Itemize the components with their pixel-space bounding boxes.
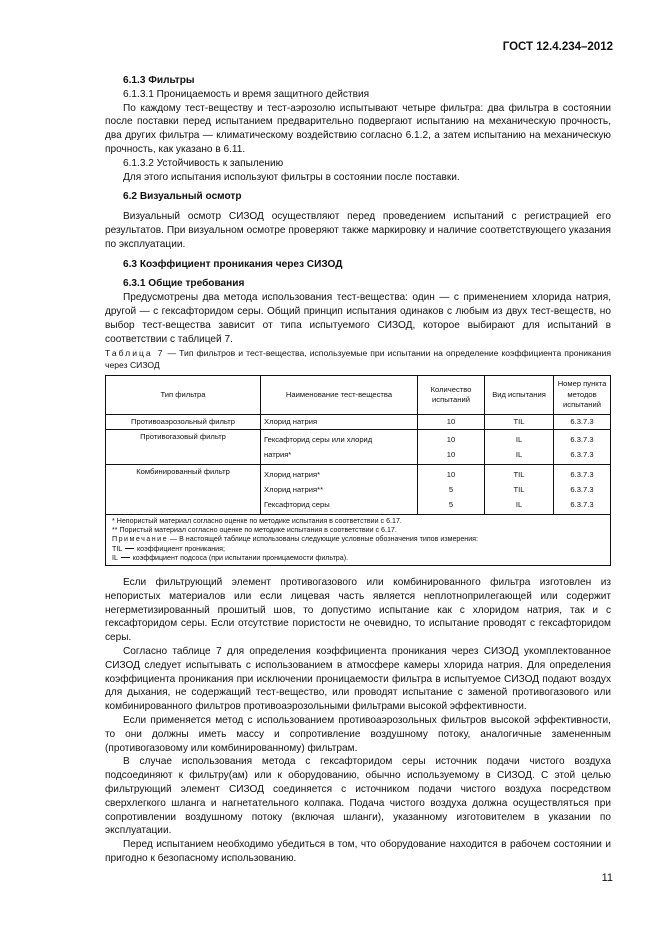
- substance-line: натрия*: [264, 449, 292, 459]
- note-til-text: коэффициент проникания;: [134, 544, 225, 553]
- substance-line: Гексафторид серы: [264, 499, 330, 509]
- count-line: 10: [446, 469, 456, 479]
- header-test-count: Количество испытаний: [418, 375, 485, 414]
- method-line: 6.3.7.3: [570, 484, 594, 494]
- table-row: [106, 464, 611, 514]
- filter-type-cell: Противоаэрозольный фильтр: [106, 414, 261, 429]
- table-caption-text: — Тип фильтров и тест-вещества, используемые при испытании на определение коэффициента проникания через СИЗОД: [105, 348, 611, 370]
- section-6-1-3-1-text: По каждому тест-веществу и тест-аэрозолю испытывают четыре фильтра: два фильтра в состоянии после поставки перед испытанием предварительно подвергают испытанию на механическую прочность, два других фильтра — климатическому воздействию согласно 6.1.2, а затем испытанию на механическую прочность, как указано в 6.11.: [105, 102, 611, 155]
- kind-line: IL: [515, 449, 523, 459]
- dash-icon: [121, 557, 130, 558]
- note-legend: [112, 535, 604, 544]
- note-il-code: IL: [112, 553, 118, 562]
- paragraph-high-efficiency: Если применяется метод с использованием противоаэрозольных фильтров высокой эффективности, то они должны иметь массу и сопротивление воздушному потоку, аналогичные замененным (противогазовому или комбинированному) фильтрам.: [105, 714, 611, 754]
- note-porous: ** Пористый материал согласно оценке по методике испытания в соответствии с 6.17.: [112, 526, 397, 535]
- section-6-1-3-2-text: Для этого испытания используют фильтры в состоянии после поставки.: [123, 171, 460, 183]
- note-il: [112, 554, 604, 563]
- page-body: [105, 74, 611, 866]
- method-line: 6.3.7.3: [570, 469, 594, 479]
- table-header-row: [106, 375, 611, 414]
- note-til: [112, 545, 604, 554]
- section-6-2-text: Визуальный осмотр СИЗОД осуществляют перед проведением испытаний с регистрацией его результатов. При визуальном осмотре проверяют также маркировку и наличие соответствующего указания по эксплуатации.: [105, 211, 611, 250]
- count-cell: 10: [418, 414, 485, 429]
- table-caption: [105, 348, 611, 370]
- count-line: 5: [448, 484, 454, 494]
- filter-type-cell: Комбинированный фильтр: [106, 464, 261, 514]
- paragraph-porosity: Если фильтрующий элемент противогазового или комбинированного фильтра изготовлен из непористых материалов или если лицевая часть является неплотноприлегающей или содержит негерметизированный прошитый шов, то допустимо испытание как с хлоридом натрия, так и с гексафторидом серы. Если отсутствие пористости не очевидно, то испытание проводят с гексафторидом серы.: [105, 576, 611, 644]
- note-label: Примечание: [112, 535, 169, 544]
- substance-line: Гексафторид серы или хлорид: [264, 434, 373, 444]
- method-cell: 6.3.7.3: [554, 414, 611, 429]
- note-til-code: TIL: [112, 544, 122, 553]
- header-test-substance: Наименование тест-вещества: [261, 375, 418, 414]
- table-caption-label: Таблица 7: [105, 348, 165, 359]
- method-line: 6.3.7.3: [570, 499, 594, 509]
- substance-cell: [261, 464, 418, 514]
- note-il-text: коэффициент подсоса (при испытании проницаемости фильтра).: [130, 553, 349, 562]
- substance-cell: Хлорид натрия: [261, 414, 418, 429]
- count-cell: [418, 464, 485, 514]
- filter-type-cell: Противогазовый фильтр: [106, 429, 261, 464]
- header-method-number: Номер пункта методов испытаний: [554, 375, 611, 414]
- kind-line: TIL: [513, 484, 525, 494]
- kind-cell: [485, 429, 554, 464]
- kind-cell: TIL: [485, 414, 554, 429]
- paragraph-sulfur-hexafluoride: В случае использования метода с гексафторидом серы источник подачи чистого воздуха подсоединяют к фильтру(ам) или к оборудованию, обычно используемому в СИЗОД. С этой целью фильтрующий элемент СИЗОД соединяется с источником подачи чистого воздуха посредством сверхлегкого шланга и нагнетательного колпака. Подача чистого воздуха должна осуществляться при сопротивлении воздушному потоку (включая шланги), указанному изготовителем в указании по эксплуатации.: [105, 756, 611, 837]
- count-cell: [418, 429, 485, 464]
- method-line: 6.3.7.3: [570, 449, 594, 459]
- document-header: ГОСТ 12.4.234–2012: [502, 41, 613, 53]
- section-6-2-title: 6.2 Визуальный осмотр: [123, 191, 242, 203]
- table-notes-row: [106, 514, 611, 565]
- kind-line: TIL: [513, 469, 525, 479]
- section-6-1-3-2-title: 6.1.3.2 Устойчивость к запылению: [123, 157, 284, 169]
- table-notes: [106, 514, 611, 565]
- paragraph-table-7-method: Согласно таблице 7 для определения коэффициента проникания через СИЗОД укомплектованное СИЗОД следует испытывать с использованием в атмосфере камеры хлорида натрия. Для определения коэффициента проникания при исключении проницаемости фильтра в испытуемое СИЗОД подают воздух для дыхания, не содержащий тест-вещество, или проводят испытание с заменой противогазового или комбинированного фильтров противоаэрозольными фильтрами высокой эффективности.: [105, 645, 611, 713]
- section-6-1-3-1-title: 6.1.3.1 Проницаемость и время защитного действия: [123, 88, 370, 100]
- paragraph-equipment-check: Перед испытанием необходимо убедиться в том, что оборудование находится в рабочем состоянии и пригодно к безопасному использованию.: [105, 839, 611, 864]
- method-line: 6.3.7.3: [570, 434, 594, 444]
- substance-cell: [261, 429, 418, 464]
- substance-line: Хлорид натрия*: [264, 469, 321, 479]
- section-6-3-1-text: Предусмотрены два метода использования тест-вещества: один — с применением хлорида натрия, другой — с гексафторидом серы. Общий принцип испытания одинаков с любым из двух тест-веществ, но выбор тест-вещества зависит от типа испытуемого СИЗОД, которое выбирают для испытаний в соответствии с таблицей 7.: [105, 292, 611, 345]
- note-legend-text: — В настоящей таблице использованы следующие условные обозначения типов измерения:: [168, 535, 478, 544]
- section-6-3-title: 6.3 Коэффициент проникания через СИЗОД: [123, 258, 343, 270]
- kind-line: IL: [515, 499, 523, 509]
- method-cell: [554, 429, 611, 464]
- page-number: 11: [601, 872, 613, 884]
- table-row: [106, 414, 611, 429]
- kind-line: IL: [515, 434, 523, 444]
- section-6-3-1-title: 6.3.1 Общие требования: [123, 278, 245, 290]
- dash-icon: [125, 548, 134, 549]
- note-nonporous: * Непористый материал согласно оценке по методике испытания в соответствии с 6.17.: [112, 516, 402, 525]
- table-7: [105, 375, 611, 566]
- header-filter-type: Тип фильтра: [106, 375, 261, 414]
- count-line: 10: [446, 434, 456, 444]
- count-line: 10: [446, 449, 456, 459]
- substance-line: Хлорид натрия**: [264, 484, 324, 494]
- header-test-kind: Вид испытания: [485, 375, 554, 414]
- section-6-1-3-title: 6.1.3 Фильтры: [123, 75, 195, 86]
- table-row: [106, 429, 611, 464]
- kind-cell: [485, 464, 554, 514]
- method-cell: [554, 464, 611, 514]
- count-line: 5: [448, 499, 454, 509]
